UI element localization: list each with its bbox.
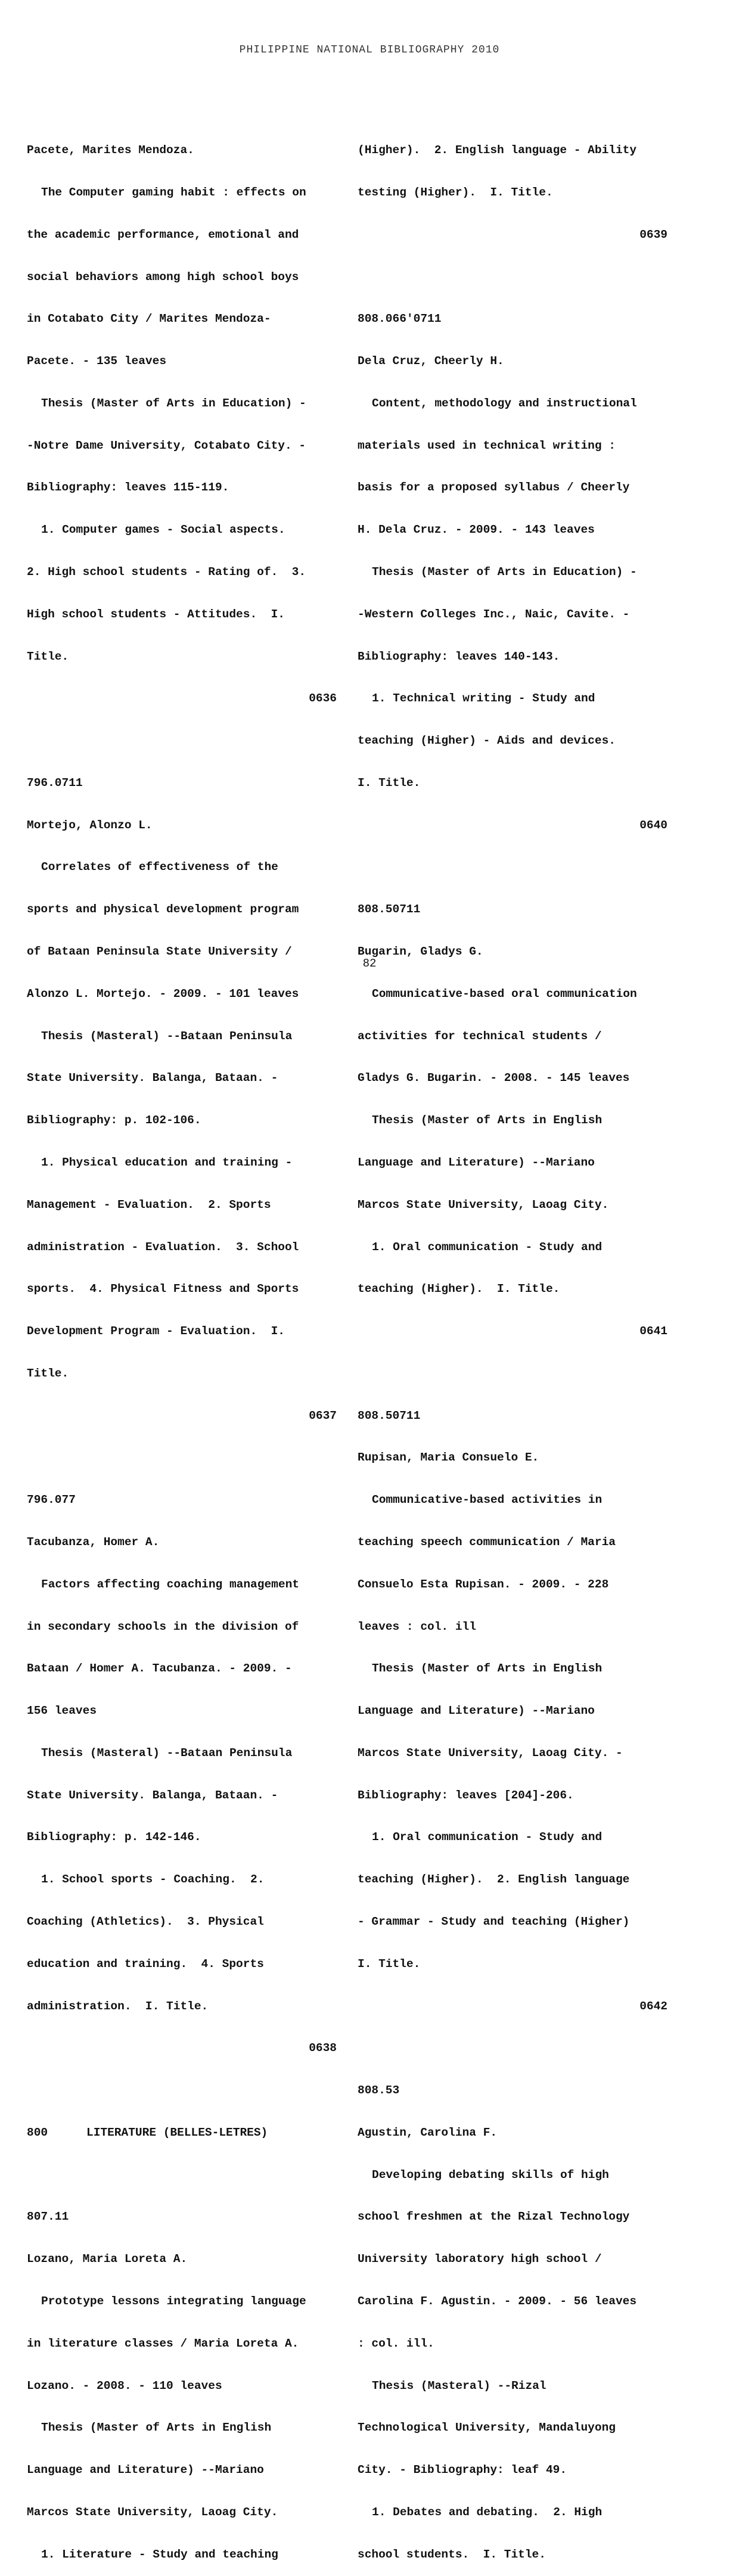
entry-title: in Cotabato City / Marites Mendoza- [27,312,271,326]
entry-number: 0637 [309,1409,337,1422]
entry-subjects: 1. Literature - Study and teaching [41,2547,278,2561]
entry-call-number: 808.50711 [358,903,421,916]
entry-title: in secondary schools in the division of [27,1620,299,1633]
entry-title: The Computer gaming habit : effects on [41,185,306,199]
entry-title: Communicative-based oral communication [372,987,637,1000]
entry-subjects: Title. [27,1366,69,1380]
entry-subjects: High school students - Attitudes. I. [27,607,285,621]
entry-subjects: 1. Debates and debating. 2. High [372,2505,603,2519]
entry-title: Factors affecting coaching management [41,1577,299,1591]
entry-number: 0638 [309,2041,337,2055]
entry-number: 0641 [639,1325,667,1338]
entry-title: school freshmen at the Rizal Technology [358,2210,630,2224]
entry-call-number: 796.0711 [27,776,83,790]
entry-note: Bibliography: leaves [204]-206. [358,1788,574,1802]
entry-title: social behaviors among high school boys [27,270,299,284]
entry-title: leaves : col. ill [358,1620,476,1633]
spacer [27,2084,337,2098]
entry-title: Communicative-based activities in [372,1493,603,1507]
spacer [358,2041,667,2056]
entry-subjects: teaching (Higher). I. Title. [358,1282,560,1296]
entry-call-number: 808.50711 [358,1409,421,1422]
entry-title: Prototype lessons integrating language [41,2295,306,2308]
entry-call-number: 796.077 [27,1493,76,1507]
entry-title: Developing debating skills of high [372,2168,609,2182]
entry-note: Language and Literature) --Mariano [27,2463,264,2477]
left-column [27,116,337,2576]
entry-title: sports and physical development program [27,903,299,916]
entry-note: Marcos State University, Laoag City. - [358,1746,623,1760]
entry-title: materials used in technical writing : [358,439,616,452]
entry-call-number: 808.53 [358,2084,400,2098]
entry-subjects: school students. I. Title. [358,2547,546,2561]
entry-subjects: Coaching (Athletics). 3. Physical [27,1915,264,1928]
entry-title: activities for technical students / [358,1029,602,1043]
entry-note: Thesis (Master of Arts in English [372,1114,603,1127]
entry-subjects: (Higher). 2. English language - Ability [358,144,637,157]
spacer [358,1367,667,1381]
entry-title: : col. ill. [358,2336,434,2350]
entry-subjects: 1. School sports - Coaching. 2. [41,1873,265,1887]
entry-note: Marcos State University, Laoag City. [27,2505,278,2519]
entry-note: Thesis (Masteral) --Bataan Peninsula [41,1746,293,1760]
entry-note: Bibliography: leaves 115-119. [27,481,229,495]
entry-author: Lozano, Maria Loreta A. [27,2252,188,2266]
entry-note: City. - Bibliography: leaf 49. [358,2463,567,2477]
entry-note: State University. Balanga, Bataan. - [27,1071,278,1085]
entry-note: Thesis (Master of Arts in Education) - [41,396,306,410]
entry-note: Language and Literature) --Mariano [358,1704,595,1718]
spacer [27,1451,337,1465]
entry-subjects: I. Title. [358,776,421,790]
entry-call-number: 807.11 [27,2210,69,2224]
entry-subjects: 1. Technical writing - Study and [372,692,595,706]
entry-author: Tacubanza, Homer A. [27,1535,160,1549]
entry-note: Thesis (Master of Arts in English [372,1662,603,1676]
entry-subjects: testing (Higher). I. Title. [358,185,553,199]
spacer [27,2168,337,2183]
entry-title: of Bataan Peninsula State University / [27,945,292,959]
entry-number: 0642 [639,1999,667,2013]
entry-subjects: administration - Evaluation. 3. School [27,1240,299,1254]
entry-title: University laboratory high school / [358,2252,602,2266]
entry-note: Bibliography: leaves 140-143. [358,650,560,663]
entry-subjects: - Grammar - Study and teaching (Higher) [358,1915,630,1928]
section-heading-text: LITERATURE (BELLES-LETRES) [86,2126,268,2139]
entry-title: H. Dela Cruz. - 2009. - 143 leaves [358,523,595,537]
entry-subjects: sports. 4. Physical Fitness and Sports [27,1282,299,1296]
entry-title: 156 leaves [27,1704,97,1718]
entry-call-number: 808.066'0711 [358,312,442,326]
entry-title: Bataan / Homer A. Tacubanza. - 2009. - [27,1662,292,1676]
entry-subjects: Management - Evaluation. 2. Sports [27,1198,271,1211]
entry-title: in literature classes / Maria Loreta A. [27,2336,299,2350]
entry-note: State University. Balanga, Bataan. - [27,1788,278,1802]
entry-author: Mortejo, Alonzo L. [27,818,153,832]
entry-subjects: I. Title. [358,1957,421,1971]
entry-subjects: Development Program - Evaluation. I. [27,1325,285,1338]
page-number: 82 [362,957,377,970]
entry-author: Pacete, Marites Mendoza. [27,144,194,157]
entry-note: Thesis (Master of Arts in Education) - [372,565,637,579]
entry-note: Bibliography: p. 102-106. [27,1114,201,1127]
entry-title: teaching speech communication / Maria [358,1535,616,1549]
entry-subjects: 1. Oral communication - Study and [372,1831,603,1844]
entry-subjects: 1. Physical education and training - [41,1155,293,1169]
entry-title: Content, methodology and instructional [372,396,637,410]
entry-author: Agustin, Carolina F. [358,2126,498,2139]
entry-number: 0636 [309,692,337,706]
entry-note: Technological University, Mandaluyong [358,2421,616,2435]
entry-title: the academic performance, emotional and [27,228,299,241]
entry-note: -Western Colleges Inc., Naic, Cavite. - [358,607,630,621]
entry-note: Language and Literature) --Mariano [358,1155,595,1169]
spacer [358,271,667,285]
entry-number: 0639 [639,228,667,241]
page-header: PHILIPPINE NATIONAL BIBLIOGRAPHY 2010 [239,44,500,56]
section-heading [27,2126,337,2140]
entry-title: Carolina F. Agustin. - 2009. - 56 leaves [358,2295,637,2308]
entry-subjects: Title. [27,650,69,663]
entry-title: Correlates of effectiveness of the [41,860,278,874]
entry-subjects: education and training. 4. Sports [27,1957,264,1971]
entry-subjects: 2. High school students - Rating of. 3. [27,565,306,579]
entry-author: Rupisan, Maria Consuelo E. [358,1451,539,1465]
entry-title: Pacete. - 135 leaves [27,355,167,368]
entry-note: Thesis (Masteral) --Bataan Peninsula [41,1029,293,1043]
entry-subjects: 1. Computer games - Social aspects. [41,523,285,537]
entry-note: Bibliography: p. 142-146. [27,1831,201,1844]
section-number: 800 [27,2126,48,2139]
entry-note: Thesis (Master of Arts in English [41,2421,272,2435]
right-column [358,116,667,2576]
entry-subjects: teaching (Higher). 2. English language [358,1873,630,1887]
entry-title: Lozano. - 2008. - 110 leaves [27,2379,222,2392]
entry-title: Gladys G. Bugarin. - 2008. - 145 leaves [358,1071,630,1085]
entry-subjects: teaching (Higher) - Aids and devices. [358,734,616,748]
entry-note: Marcos State University, Laoag City. [358,1198,609,1211]
spacer [358,860,667,875]
entry-title: Alonzo L. Mortejo. - 2009. - 101 leaves [27,987,299,1000]
entry-number: 0640 [639,818,667,832]
entry-author: Dela Cruz, Cheerly H. [358,355,504,368]
entry-subjects: administration. I. Title. [27,1999,209,2013]
entry-author: Bugarin, Gladys G. [358,945,483,959]
spacer [27,734,337,748]
entry-note: Thesis (Masteral) --Rizal [372,2379,547,2392]
entry-title: Consuelo Esta Rupisan. - 2009. - 228 [358,1577,609,1591]
entry-title: basis for a proposed syllabus / Cheerly [358,481,630,495]
entry-subjects: 1. Oral communication - Study and [372,1240,603,1254]
entry-note: -Notre Dame University, Cotabato City. - [27,439,306,452]
